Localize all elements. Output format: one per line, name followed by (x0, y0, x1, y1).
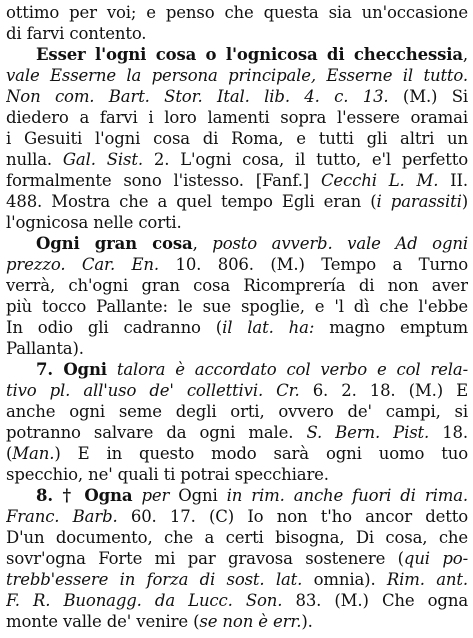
body-text: omnia). (302, 570, 387, 589)
text-line (6, 128, 468, 150)
headword-text: Esser l'ogni cosa o l'ognicosa di checchessia (36, 45, 463, 64)
text-line (6, 527, 468, 549)
text-line (6, 86, 468, 108)
body-text: sovr'ogna Forte mi par gravosa sostenere ( (6, 549, 404, 568)
body-text: ) E in questo modo sarà ogni uomo tuo (54, 444, 468, 463)
body-text: Pallanta). (6, 339, 84, 358)
body-text: In odio gli cadranno ( (6, 318, 223, 337)
italic-text: se non è err. (199, 612, 302, 631)
body-text: 2. L'ogni cosa, il tutto, e'l perfetto (142, 150, 468, 169)
text-line (6, 296, 468, 318)
text-line (6, 170, 468, 192)
body-text: anche ogni seme degli orti, ovvero de' campi, si (6, 402, 468, 421)
italic-text: Man. (12, 444, 55, 463)
italic-text: qui po- (403, 549, 468, 568)
text-line (6, 401, 468, 423)
italic-text: i parassiti (376, 192, 462, 211)
text-line (6, 212, 468, 234)
body-text (107, 360, 117, 379)
italic-text: Franc. Barb. (6, 507, 118, 526)
italic-text: Cecchi L. M. (320, 171, 439, 190)
body-text: i Gesuiti l'ogni cosa di Roma, e tutti gli altri un (6, 129, 468, 148)
body-text: l'ognicosa nelle corti. (6, 213, 182, 232)
italic-text: Gal. Sist. (62, 150, 143, 169)
italic-text: in rim. anche fuori di rima. (226, 486, 468, 505)
text-line (6, 338, 468, 360)
body-text: ( (6, 444, 13, 463)
body-text: 6. 2. 18. (M.) E (299, 381, 468, 400)
headword-text: Ogni gran cosa (36, 234, 193, 253)
body-text: nulla. (6, 150, 63, 169)
italic-text: posto avverb. vale Ad ogni (212, 234, 468, 253)
text-line (36, 44, 468, 66)
body-text: magno emptum (314, 318, 468, 337)
text-line (6, 569, 468, 591)
text-line (6, 191, 468, 213)
headword-text: 7. Ogni (36, 360, 107, 379)
text-line (36, 485, 468, 507)
italic-text: tivo pl. all'uso de' collettivi. Cr. (6, 381, 300, 400)
headword-text: 8. † Ogna (36, 486, 133, 505)
body-text: 60. 17. (C) Io non t'ho ancor detto (117, 507, 468, 526)
body-text: formalmente sono l'istesso. [Fanf.] (6, 171, 321, 190)
text-line (6, 65, 468, 87)
text-line (6, 611, 468, 633)
text-line (6, 548, 468, 570)
text-line (6, 23, 468, 45)
body-text: (M.) Si (388, 87, 468, 106)
text-line (6, 317, 468, 339)
text-line (6, 506, 468, 528)
text-line (6, 590, 468, 612)
text-line (6, 380, 468, 402)
body-text: diedero a farvi i loro lamenti sopra l'essere oramai (6, 108, 468, 127)
body-text: , (462, 45, 468, 64)
body-text: verrà, ch'ogni gran cosa Ricomprería di non aver (6, 276, 468, 295)
text-line (6, 2, 468, 24)
body-text: , (192, 234, 213, 253)
text-line (6, 107, 468, 129)
body-text: D'un documento, che a certi bisogna, Di cosa, che (6, 528, 468, 547)
body-text: potranno salvare da ogni male. (6, 423, 307, 442)
italic-text: per (141, 486, 170, 505)
italic-text: talora è accordato col verbo e col rela- (116, 360, 468, 379)
text-line (6, 275, 468, 297)
italic-text: il lat. ha: (222, 318, 315, 337)
text-line (6, 443, 468, 465)
italic-text: S. Bern. Pist. (306, 423, 430, 442)
italic-text: F. R. Buonagg. da Lucc. Son. (6, 591, 283, 610)
body-text: ottimo per voi; e penso che questa sia un'occasione (6, 3, 468, 22)
text-line (36, 359, 468, 381)
body-text: II. (438, 171, 468, 190)
text-line (6, 464, 468, 486)
italic-text: vale Esserne la persona principale, Esserne il tutto. (6, 66, 468, 85)
italic-text: prezzo. Car. En. (6, 255, 160, 274)
body-text: 10. 806. (M.) Tempo a Turno (159, 255, 468, 274)
body-text: 83. (M.) Che ogna (282, 591, 468, 610)
italic-text: Rim. ant. (386, 570, 468, 589)
body-text: di farvi contento. (6, 24, 147, 43)
text-line (36, 233, 468, 255)
italic-text: Non com. Bart. Stor. Ital. lib. 4. c. 13. (6, 87, 389, 106)
italic-text: trebb'essere in forza di sost. lat. (6, 570, 303, 589)
text-line (6, 422, 468, 444)
body-text: ) (461, 192, 468, 211)
body-text: specchio, ne' quali ti potrai specchiare. (6, 465, 329, 484)
text-line (6, 149, 468, 171)
body-text: monte valle de' venire ( (6, 612, 200, 631)
body-text: ). (301, 612, 313, 631)
body-text: 18. (429, 423, 468, 442)
body-text: 488. Mostra che a quel tempo Egli eran ( (6, 192, 377, 211)
body-text: Ogni (169, 486, 227, 505)
text-line (6, 254, 468, 276)
body-text: più tocco Pallante: le sue spoglie, e 'l dì che l'ebbe (6, 297, 468, 316)
